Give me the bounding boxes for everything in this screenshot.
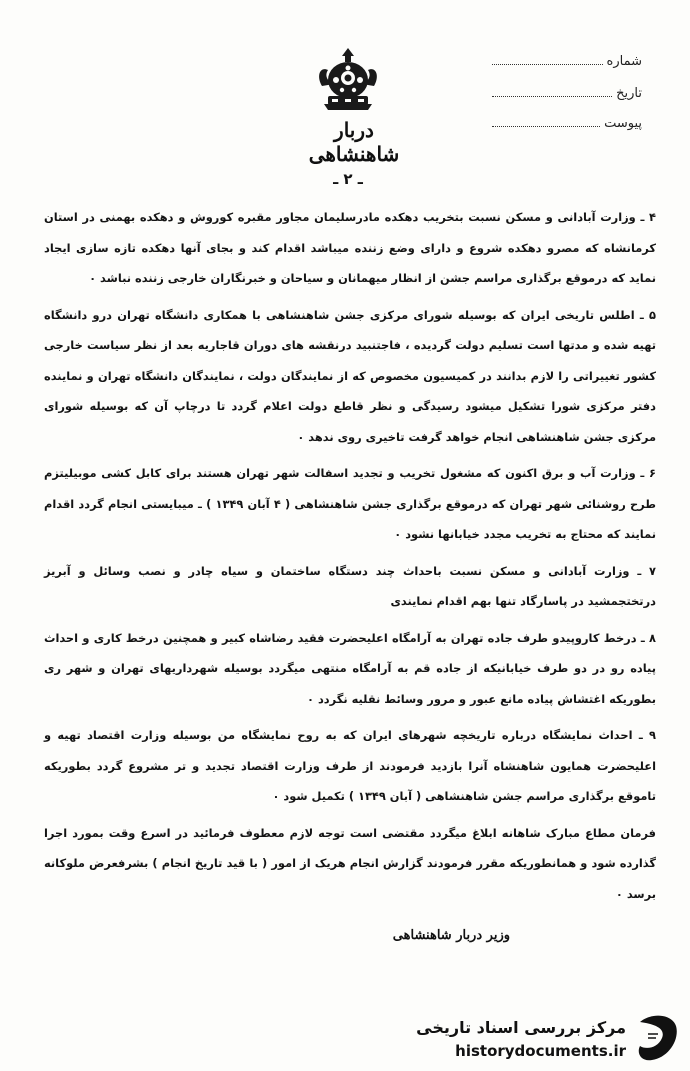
archive-scroll-logo-icon [632, 1010, 682, 1066]
number-dotted-line [492, 63, 603, 65]
paragraph-6: ۶ ـ وزارت آب و برق اکنون که مشغول تخریب و تجدید اسفالت شهر تهران هستند برای کابل کشی موبیلیتزم طرح روشنائی شهر تهران که درموقع برگذاری جشن شاهنشاهی ( ۴ آبان ۱۳۴۹ ) ـ میبایستی انجام گردد اقدام نمایند که محتاج به تخریب مجدد خیابانها نشود ۰ [44, 466, 656, 541]
archive-name: مرکز بررسی اسناد تاریخی [416, 1018, 626, 1037]
archive-website: historydocuments.ir [455, 1042, 626, 1060]
attachment-field [492, 116, 642, 131]
date-label: تاریخ [616, 86, 642, 101]
letter-body [44, 202, 656, 915]
signature-line: وزیر دربار شاهنشاهی [392, 928, 510, 943]
pahlavi-crown-emblem [312, 46, 384, 112]
date-dotted-line [492, 95, 612, 97]
paragraph-9: ۹ ـ احداث نمایشگاه درباره تاریخچه شهرهای ایران که به روح نمایشگاه من بوسیله وزارت اقتصاد تهیه و اعلیحضرت همایون شاهنشاه آنرا بازدید فرمودند از طرف وزارت اقتصاد تجدید و تر مشروع گردد بطوریکه تاموقع برگذاری مراسم جشن شاهنشاهی ( آبان ۱۳۴۹ ) تکمیل شود ۰ [44, 728, 656, 803]
attachment-label: پیوست [604, 116, 642, 131]
number-label: شماره [606, 54, 642, 69]
court-title: دربار شاهنشاهی [308, 118, 400, 166]
paragraph-5: ۵ ـ اطلس تاریخی ایران که بوسیله شورای مرکزی جشن شاهنشاهی با همکاری دانشگاه تهران درو دانشگاه تهیه شده و مدتها است تسلیم دولت گردیده ، فاجتنبید درنقشه های دوران قاجاریه بعد از نظر سیاست خارجی کشور تغییراتی را لازم بدانند در کمیسیون مخصوص که از نمایندگان دولت ، نمایندگان دانشگاه تهران و نماینده دفتر مرکزی شورا تشکیل میشود رسیدگی و نظر قاطع دولت اعلام گردد تا درچاپ آن که بوسیله شورای مرکزی جشن شاهنشاهی انجام خواهد گرفت تاخیری روی ندهد ۰ [44, 307, 656, 444]
page-number: ـ ۲ ـ [333, 170, 363, 188]
paragraph-4: ۴ ـ وزارت آبادانی و مسکن نسبت بتخریب دهکده مادرسلیمان مجاور مقبره کوروش و دهکده بهمنی در استان کرمانشاه که مصرو دهکده شروع و دارای وضع زننده میباشد اقدام کند و بجای آنها دهکده تازه سازی ایجاد نماید که درموقع برگذاری مراسم جشن از انظار میهمانان و سیاحان و خبرنگاران خارجی زننده نباشد ۰ [44, 210, 656, 285]
attachment-dotted-line [492, 125, 600, 127]
paragraph-7: ۷ ـ وزارت آبادانی و مسکن نسبت باحداث چند دستگاه ساختمان و سیاه چادر و نصب وسائل و آبریز درتختجمشید در پاسارگاد تنها بهم اقدام نمایندی [44, 563, 656, 608]
closing-paragraph: فرمان مطاع مبارک شاهانه ابلاغ میگردد مقتضی است توجه لازم معطوف فرمائید در اسرع وقت بمورد اجرا گذارده شود و همانطوریکه مقرر فرمودند گزارش انجام هریک از امور ( با قید تاریخ انجام ) بشرفعرض ملوکانه برسد ۰ [44, 825, 656, 901]
date-field [492, 86, 642, 101]
paragraph-8: ۸ ـ درخط کاروپیدو طرف جاده تهران به آرامگاه اعلیحضرت فقید رضاشاه کبیر و همچنین درخط کاری و احداث پیاده رو در دو طرف خیابانیکه از جاده قم به آرامگاه منتهی میگردد بوسیله شهرداریهای تهران و شهر ری بطوریکه اغتشاش پیاده مانع عبور و مرور وسائط نقلیه نگردد ۰ [44, 630, 656, 706]
number-field [492, 54, 642, 69]
archive-footer [400, 1004, 686, 1070]
